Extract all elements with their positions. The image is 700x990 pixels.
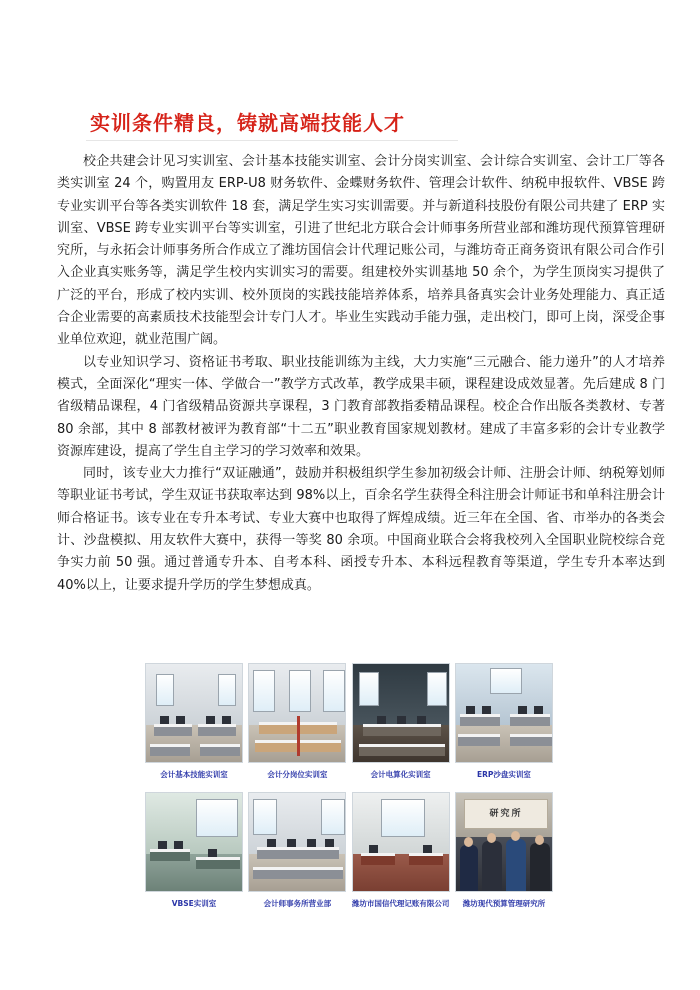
photo-cpa-firm-office bbox=[248, 792, 346, 892]
photo-caption: VBSE实训室 bbox=[171, 899, 217, 908]
photo-cell bbox=[145, 792, 243, 909]
photo-caption: 会计分岗位实训室 bbox=[267, 770, 328, 779]
paragraph-1: 校企共建会计见习实训室、会计基本技能实训室、会计分岗实训室、会计综合实训室、会计工厂等各类实训室 24 个，购置用友 ERP-U8 财务软件、金蝶财务软件、管理会计软件、纳税申报软件、VBSE 跨专业实训平台等各类实训软件 18 套，满足学生实习实训需要。并与新道科技股份有限公司共建了 ERP 实训室、VBSE 跨专业实训平台等实训室，引进了世纪北方联合会计师事务所营业部和潍坊现代预算管理研究所，与永拓会计师事务所合作成立了潍坊国信会计代理记账公司，与潍坊奇正商务资讯有限公司合作引入企业真实账务等，满足学生校内实训实习的需要。组建校外实训基地 50 余个，为学生顶岗实习提供了广泛的平台，形成了校内实训、校外顶岗的实践技能培养体系，培养具备真实会计业务处理能力、真正适合企业需要的高素质技术技能型会计专门人才。毕业生实践动手能力强，走出校门，即可上岗，深受企事业单位欢迎，就业范围广阔。 bbox=[57, 154, 665, 348]
photo-budget-management-institute bbox=[455, 792, 553, 892]
paragraph-3: 同时，该专业大力推行“双证融通”，鼓励并积极组织学生参加初级会计师、注册会计师、纳税筹划师等职业证书考试，学生双证书获取率达到 98%以上，百余名学生获得全科注册会计师证书和单科注册会计师合格证书。该专业在专升本考试、专业大赛中也取得了辉煌成绩。近三年在全国、省、市举办的各类会计、沙盘模拟、用友软件大赛中，获得一等奖 80 余项。中国商业联合会将我校列入全国职业院校综合竞争实力前 50 强。通过普通专升本、自考本科、函授专升本、本科远程教育等渠道，学生专升本率达到 40%以上，让要求提升学历的学生梦想成真。 bbox=[57, 466, 665, 593]
photo-grid bbox=[145, 663, 553, 909]
photo-cell bbox=[455, 792, 553, 909]
photo-caption: 会计师事务所营业部 bbox=[263, 899, 332, 908]
section-heading: 实训条件精良，铸就高端技能人才 bbox=[90, 111, 405, 135]
photo-caption: 会计基本技能实训室 bbox=[160, 770, 228, 779]
photo-cell bbox=[352, 663, 450, 780]
photo-accounting-basic-skills-lab bbox=[145, 663, 243, 763]
photo-cell bbox=[352, 792, 450, 909]
article-body bbox=[57, 151, 665, 597]
photo-cell bbox=[248, 792, 346, 909]
photo-cell bbox=[145, 663, 243, 780]
institute-sign: 研究所 bbox=[464, 799, 548, 829]
photo-caption: 潍坊现代预算管理研究所 bbox=[462, 899, 546, 908]
photo-cell bbox=[455, 663, 553, 780]
paragraph-2: 以专业知识学习、资格证书考取、职业技能训练为主线，大力实施“三元融合、能力递升”的人才培养模式，全面深化“理实一体、学做合一”教学方式改革，教学成果丰硕，课程建设成效显著。先后建成 8 门省级精品课程，4 门省级精品资源共享课程，3 门教育部教指委精品课程。校企合作出版各类教材、专著 80 余部，其中 8 部教材被评为教育部“十二五”职业教育国家规划教材。建成了丰富多彩的会计专业教学资源库建设，提高了学生自主学习的学习效率和效果。 bbox=[57, 354, 665, 459]
photo-caption: 潍坊市国信代理记账有限公司 bbox=[351, 899, 450, 908]
photo-row-1 bbox=[145, 663, 553, 780]
photo-erp-sandbox-lab bbox=[455, 663, 553, 763]
photo-accounting-position-lab bbox=[248, 663, 346, 763]
photo-caption: ERP沙盘实训室 bbox=[477, 770, 531, 779]
heading-divider bbox=[86, 140, 458, 141]
photo-cell bbox=[248, 663, 346, 780]
photo-guoxin-bookkeeping-company bbox=[352, 792, 450, 892]
photo-vbse-lab bbox=[145, 792, 243, 892]
photo-row-2 bbox=[145, 792, 553, 909]
photo-caption: 会计电算化实训室 bbox=[370, 770, 431, 779]
photo-computerized-accounting-lab bbox=[352, 663, 450, 763]
